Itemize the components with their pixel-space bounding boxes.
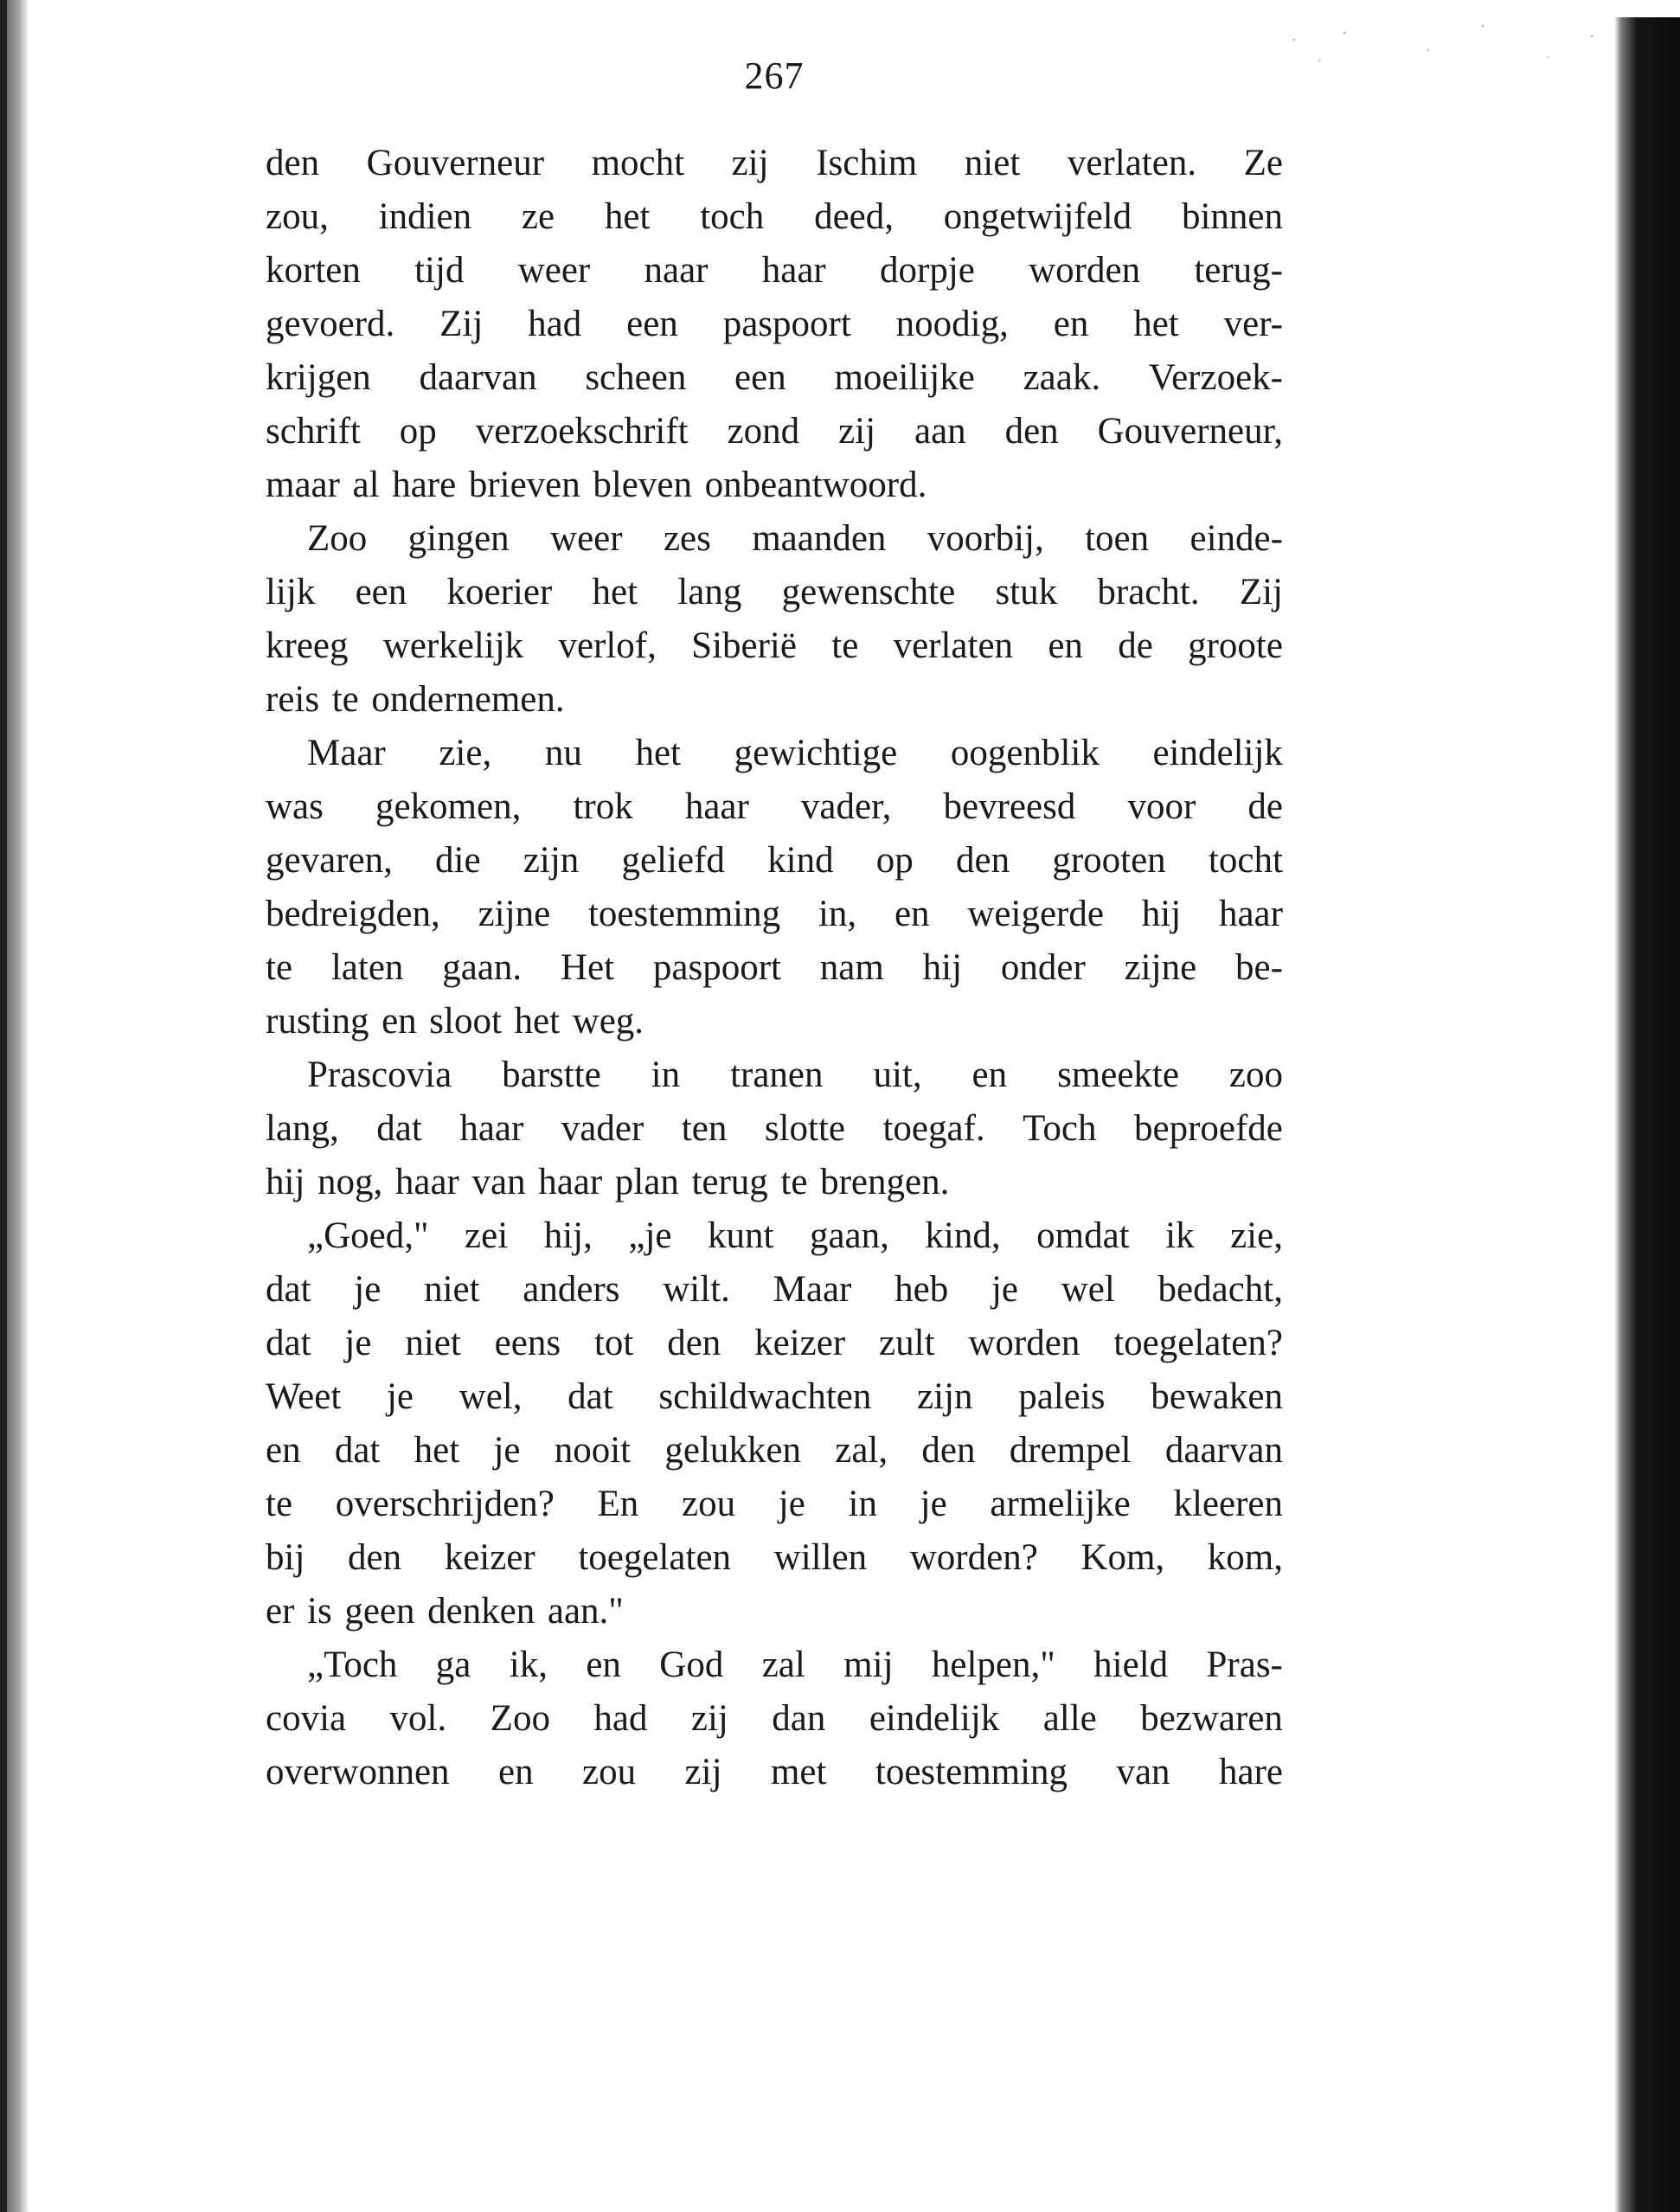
text-line — [266, 1156, 1283, 1209]
word: niet — [424, 1269, 480, 1310]
word: nam — [819, 947, 884, 988]
word: Siberië — [691, 625, 797, 666]
word: weer — [550, 518, 623, 559]
word: bedreigden, — [266, 894, 440, 934]
word: paleis — [1018, 1376, 1106, 1417]
text-line — [266, 727, 1283, 780]
word: en — [497, 1752, 534, 1792]
word: van — [471, 1162, 526, 1202]
word: Maar — [773, 1269, 852, 1310]
word: op — [399, 411, 437, 452]
word: ik, — [509, 1645, 548, 1685]
word: gaan. — [442, 947, 523, 988]
word: hare — [392, 465, 457, 505]
word: had — [593, 1698, 648, 1739]
text-line — [266, 1746, 1283, 1799]
text-line — [266, 512, 1283, 566]
word: naar — [644, 250, 709, 291]
word: armelijke — [990, 1484, 1131, 1524]
word: haar — [761, 250, 826, 291]
word: gaan, — [809, 1215, 889, 1256]
word: mij — [843, 1645, 894, 1685]
word: terug- — [1194, 250, 1283, 291]
word: je — [920, 1484, 947, 1524]
word: bezwaren — [1140, 1698, 1283, 1739]
word: het — [414, 1430, 460, 1471]
word: eindelijk — [869, 1698, 1000, 1739]
word: kom, — [1207, 1537, 1283, 1578]
text-line — [266, 673, 1283, 727]
word: groote — [1188, 625, 1283, 666]
word: tranen — [730, 1055, 824, 1095]
word: zij — [838, 411, 876, 452]
word: zijne — [478, 894, 551, 934]
word: toegaf. — [882, 1108, 985, 1149]
word: en — [586, 1645, 621, 1685]
word: hare — [1219, 1752, 1283, 1792]
text-line — [266, 995, 1283, 1048]
word: kind, — [925, 1215, 1001, 1256]
word: tot — [593, 1323, 634, 1363]
word: het — [514, 1001, 561, 1042]
word: laten — [330, 947, 404, 988]
text-line — [266, 1638, 1283, 1692]
word: keizer — [444, 1537, 535, 1578]
word: „je — [628, 1215, 672, 1256]
word: drempel — [1009, 1430, 1132, 1471]
word: eindelijk — [1152, 733, 1283, 773]
word: den — [921, 1430, 976, 1471]
text-line — [266, 1263, 1283, 1317]
word: zal, — [835, 1430, 888, 1471]
paragraph — [266, 1638, 1283, 1799]
word: terug — [691, 1162, 768, 1202]
word: bevreesd — [943, 786, 1076, 827]
word: zij — [731, 143, 769, 183]
word: ver- — [1223, 304, 1283, 344]
word: en — [266, 1430, 301, 1471]
text-line — [266, 298, 1283, 351]
text-line — [266, 1102, 1283, 1156]
paragraph — [266, 1209, 1283, 1638]
text-line — [266, 351, 1283, 405]
word: bedacht, — [1157, 1269, 1283, 1310]
word: lang, — [266, 1108, 339, 1149]
word: verlof, — [558, 625, 657, 666]
word: ik — [1165, 1215, 1195, 1256]
word: nooit — [554, 1430, 632, 1471]
word: reis — [266, 679, 320, 720]
word: verlaten. — [1067, 143, 1197, 183]
word: bij — [266, 1537, 305, 1578]
text-line — [266, 405, 1283, 458]
word: gekomen, — [375, 786, 522, 827]
word: wel — [1061, 1269, 1115, 1310]
word: paspoort — [722, 304, 851, 344]
text-line — [266, 834, 1283, 888]
word: binnen — [1181, 196, 1283, 237]
word: aan — [914, 411, 966, 452]
word: dat — [266, 1269, 311, 1310]
word: werkelijk — [382, 625, 524, 666]
word: worden? — [909, 1537, 1038, 1578]
word: maar — [266, 465, 340, 505]
word: onder — [1000, 947, 1086, 988]
word: beproefde — [1133, 1108, 1283, 1149]
word: alle — [1042, 1698, 1097, 1739]
word: schrift — [266, 411, 361, 452]
word: in — [651, 1055, 681, 1095]
paragraph — [266, 727, 1283, 1048]
word: en — [1048, 625, 1083, 666]
word: haar — [394, 1162, 459, 1202]
word: je — [344, 1323, 372, 1363]
word: barstte — [502, 1055, 601, 1095]
word: onbeantwoord. — [704, 465, 927, 505]
word: paspoort — [652, 947, 781, 988]
word: hield — [1093, 1645, 1169, 1685]
word: overschrijden? — [335, 1484, 555, 1524]
word: kind — [767, 840, 834, 881]
word: ze — [521, 196, 555, 237]
word: aan." — [547, 1591, 624, 1632]
word: de — [1247, 786, 1283, 827]
word: bleven — [593, 465, 692, 505]
word: en — [1053, 304, 1089, 344]
word: voor — [1127, 786, 1196, 827]
word: toen — [1085, 518, 1150, 559]
word: mocht — [591, 143, 685, 183]
word: moeilijke — [834, 357, 975, 398]
text-line — [266, 1585, 1283, 1638]
word: Zoo — [490, 1698, 550, 1739]
word: te — [331, 679, 359, 720]
word: Weet — [266, 1376, 342, 1417]
word: worden — [1029, 250, 1141, 291]
text-line — [266, 1531, 1283, 1585]
word: had — [528, 304, 582, 344]
word: het — [1133, 304, 1179, 344]
text-line — [266, 941, 1283, 995]
word: „Goed," — [307, 1215, 429, 1256]
text-line — [266, 1370, 1283, 1424]
word: te — [266, 1484, 293, 1524]
word: zijn — [917, 1376, 973, 1417]
word: zij — [684, 1752, 722, 1792]
word: tocht — [1208, 840, 1283, 881]
word: vader — [561, 1108, 644, 1149]
word: zult — [879, 1323, 935, 1363]
word: niet — [964, 143, 1021, 183]
word: Zij — [439, 304, 484, 344]
word: Kom, — [1080, 1537, 1165, 1578]
word: verzoekschrift — [475, 411, 689, 452]
word: bewaken — [1151, 1376, 1283, 1417]
text-line — [266, 1424, 1283, 1478]
word: gelukken — [664, 1430, 802, 1471]
word: op — [875, 840, 914, 881]
word: geliefd — [621, 840, 725, 881]
word: indien — [378, 196, 472, 237]
word: Zoo — [307, 518, 368, 559]
word: toestemming — [875, 1752, 1068, 1792]
text-line — [266, 888, 1283, 941]
word: weer — [517, 250, 591, 291]
word: lang — [677, 572, 742, 612]
word: Ischim — [816, 143, 918, 183]
scan-edge-left — [0, 0, 7, 2212]
word: het — [604, 196, 651, 237]
word: vol. — [389, 1698, 447, 1739]
word: korten — [266, 250, 361, 291]
word: zou — [682, 1484, 736, 1524]
word: zijn — [523, 840, 580, 881]
word: daarvan — [1164, 1430, 1283, 1471]
word: hij — [1141, 894, 1182, 934]
word: en — [382, 1001, 417, 1042]
word: zei — [465, 1215, 509, 1256]
word: heb — [895, 1269, 949, 1310]
text-line — [266, 1478, 1283, 1531]
text-line — [266, 619, 1283, 673]
word: niet — [405, 1323, 461, 1363]
paragraph — [266, 512, 1283, 727]
word: willen — [773, 1537, 868, 1578]
word: scheen — [585, 357, 687, 398]
word: een — [626, 304, 678, 344]
word: rusting — [266, 1001, 369, 1042]
word: kreeg — [266, 625, 349, 666]
word: den — [348, 1537, 402, 1578]
word: ga — [435, 1645, 471, 1685]
word: keizer — [754, 1323, 846, 1363]
word: anders — [523, 1269, 620, 1310]
word: be- — [1234, 947, 1283, 988]
word: sloot — [429, 1001, 502, 1042]
word: daarvan — [419, 357, 537, 398]
word: den — [956, 840, 1010, 881]
word: hij — [922, 947, 963, 988]
word: zes — [663, 518, 711, 559]
word: gingen — [407, 518, 510, 559]
word: noodig, — [895, 304, 1009, 344]
word: ten — [681, 1108, 728, 1149]
word: de — [1118, 625, 1153, 666]
text-line — [266, 137, 1283, 190]
word: gewichtige — [734, 733, 898, 773]
word: nog, — [317, 1162, 383, 1202]
word: overwonnen — [266, 1752, 450, 1792]
word: hij — [266, 1162, 305, 1202]
word: je — [991, 1269, 1018, 1310]
word: Ze — [1243, 143, 1283, 183]
word: lijk — [266, 572, 316, 612]
word: eens — [494, 1323, 561, 1363]
word: Verzoek- — [1148, 357, 1283, 398]
text-line — [266, 458, 1283, 512]
word: en — [894, 894, 930, 934]
word: brieven — [468, 465, 580, 505]
word: een — [355, 572, 407, 612]
word: den — [1004, 411, 1059, 452]
word: zou, — [266, 196, 329, 237]
word: die — [435, 840, 481, 881]
word: oogenblik — [950, 733, 1100, 773]
word: zond — [727, 411, 800, 452]
word: plan — [614, 1162, 679, 1202]
word: bracht. — [1097, 572, 1200, 612]
word: in — [848, 1484, 877, 1524]
word: zie, — [1230, 1215, 1283, 1256]
word: toegelaten? — [1113, 1323, 1283, 1363]
word: zoo — [1228, 1055, 1283, 1095]
word: in, — [818, 894, 857, 934]
word: maanden — [752, 518, 887, 559]
word: ondernemen. — [371, 679, 565, 720]
word: het — [592, 572, 638, 612]
word: haar — [459, 1108, 524, 1149]
word: Pras- — [1206, 1645, 1283, 1685]
word: ongetwijfeld — [943, 196, 1132, 237]
word: kleeren — [1173, 1484, 1283, 1524]
text-line — [266, 244, 1283, 298]
word: zal — [761, 1645, 805, 1685]
word: dorpje — [880, 250, 975, 291]
word: een — [734, 357, 786, 398]
word: Zij — [1239, 572, 1283, 612]
word: Toch — [1023, 1108, 1097, 1149]
word: toestemming — [587, 894, 781, 934]
word: zijne — [1124, 947, 1197, 988]
word: schildwachten — [658, 1376, 872, 1417]
text-line — [266, 1048, 1283, 1102]
word: dat — [266, 1323, 311, 1363]
word: den — [667, 1323, 721, 1363]
word: Gouverneur, — [1097, 411, 1283, 452]
word: En — [597, 1484, 639, 1524]
word: te — [831, 625, 859, 666]
word: met — [770, 1752, 827, 1792]
word: hij, — [543, 1215, 593, 1256]
word: Gouverneur — [366, 143, 545, 183]
word: nu — [544, 733, 582, 773]
word: den — [266, 143, 320, 183]
word: was — [266, 786, 324, 827]
word: haar — [538, 1162, 603, 1202]
word: stuk — [995, 572, 1058, 612]
word: uit, — [873, 1055, 922, 1095]
text-line — [266, 190, 1283, 244]
paragraph — [266, 1048, 1283, 1209]
word: brengen. — [820, 1162, 950, 1202]
word: wilt. — [663, 1269, 730, 1310]
word: Het — [560, 947, 615, 988]
text-line — [266, 1317, 1283, 1370]
word: koerier — [446, 572, 553, 612]
text-line — [266, 1209, 1283, 1263]
word: covia — [266, 1698, 347, 1739]
word: van — [1116, 1752, 1170, 1792]
word: toegelaten — [578, 1537, 732, 1578]
word: einde- — [1189, 518, 1283, 559]
text-line — [266, 566, 1283, 619]
word: vader, — [800, 786, 892, 827]
word: toch — [700, 196, 765, 237]
word: dan — [772, 1698, 826, 1739]
word: je — [386, 1376, 414, 1417]
word: Prascovia — [307, 1055, 452, 1095]
word: te — [780, 1162, 808, 1202]
word: slotte — [764, 1108, 845, 1149]
word: er — [266, 1591, 295, 1632]
word: smeekte — [1057, 1055, 1179, 1095]
word: kunt — [708, 1215, 774, 1256]
word: haar — [1218, 894, 1283, 934]
word: zaak. — [1023, 357, 1101, 398]
word: grooten — [1052, 840, 1166, 881]
word: weg. — [572, 1001, 644, 1042]
word: „Toch — [307, 1645, 398, 1685]
word: zie, — [439, 733, 492, 773]
word: je — [354, 1269, 382, 1310]
word: je — [493, 1430, 521, 1471]
word: denken — [427, 1591, 535, 1632]
word: verlaten — [893, 625, 1014, 666]
word: Maar — [307, 733, 386, 773]
word: worden — [968, 1323, 1080, 1363]
word: en — [971, 1055, 1008, 1095]
word: zou — [582, 1752, 637, 1792]
word: wel, — [458, 1376, 523, 1417]
word: haar — [684, 786, 749, 827]
scan-binding-shadow-right — [1614, 17, 1680, 2212]
text-line — [266, 1692, 1283, 1746]
word: is — [307, 1591, 332, 1632]
word: voorbij, — [927, 518, 1044, 559]
word: dat — [567, 1376, 613, 1417]
word: gevaren, — [266, 840, 393, 881]
word: al — [352, 465, 380, 505]
word: gewenschte — [781, 572, 956, 612]
text-line — [266, 780, 1283, 834]
body-text — [266, 137, 1283, 1799]
word: deed, — [814, 196, 894, 237]
word: te — [266, 947, 293, 988]
word: God — [659, 1645, 724, 1685]
word: trok — [573, 786, 633, 827]
word: dat — [376, 1108, 422, 1149]
word: helpen," — [931, 1645, 1055, 1685]
word: krijgen — [266, 357, 371, 398]
word: gevoerd. — [266, 304, 395, 344]
word: het — [635, 733, 681, 773]
word: geen — [344, 1591, 415, 1632]
word: tijd — [414, 250, 465, 291]
paragraph — [266, 137, 1283, 512]
word: dat — [334, 1430, 381, 1471]
word: je — [778, 1484, 805, 1524]
word: omdat — [1036, 1215, 1130, 1256]
word: zij — [690, 1698, 728, 1739]
word: weigerde — [967, 894, 1104, 934]
page-number: 267 — [744, 54, 805, 97]
